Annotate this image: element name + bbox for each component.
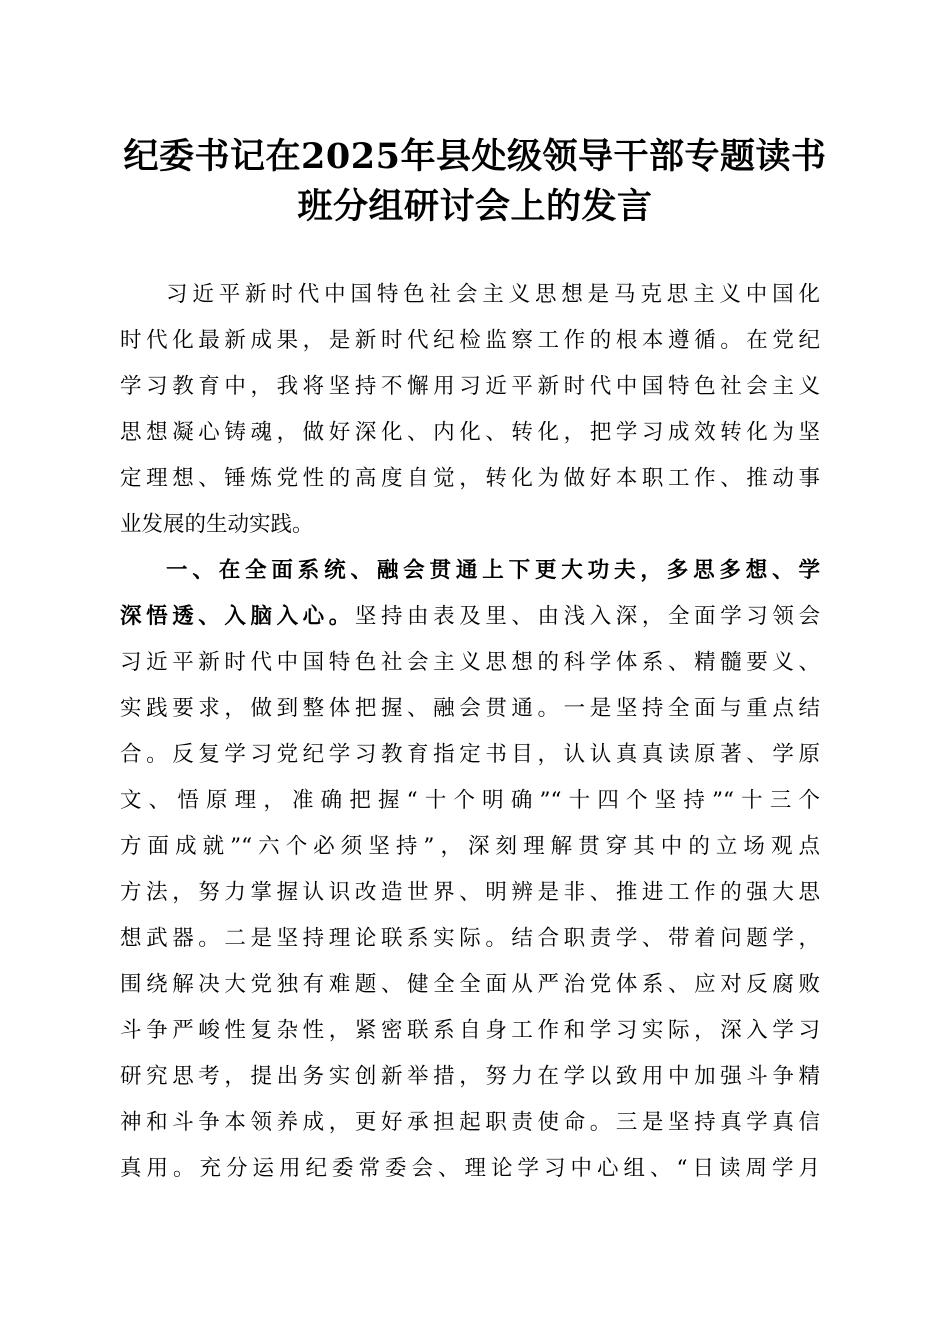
- paragraph-line: 想武器。二是坚持理论联系实际。结合职责学、带着问题学，: [120, 926, 820, 951]
- paragraph-line: 思想凝心铸魂，做好深化、内化、转化，把学习成效转化为坚: [120, 420, 820, 445]
- paragraph-line: 神和斗争本领养成，更好承担起职责使命。三是坚持真学真信: [120, 1110, 820, 1135]
- paragraph-line: 方法，努力掌握认识改造世界、明辨是非、推进工作的强大思: [120, 880, 820, 905]
- title-line: 纪委书记在2025年县处级领导干部专题读书: [123, 136, 827, 177]
- paragraph-line: 业发展的生动实践。: [120, 512, 314, 537]
- paragraph-line: 围绕解决大党独有难题、健全全面从严治党体系、应对反腐败: [120, 972, 820, 997]
- paragraph-line: 斗争严峻性复杂性，紧密联系自身工作和学习实际，深入学习: [120, 1018, 820, 1043]
- paragraph-line: 时代化最新成果，是新时代纪检监察工作的根本遵循。在党纪: [120, 328, 820, 353]
- paragraph-line: 真用。充分运用纪委常委会、理论学习中心组、“日读周学月: [120, 1156, 820, 1181]
- paragraph-line: 研究思考，提出务实创新举措，努力在学以致用中加强斗争精: [120, 1064, 820, 1089]
- section-heading-continuation: 深悟透、入脑入心。: [120, 604, 355, 629]
- paragraph-line: 学习教育中，我将坚持不懈用习近平新时代中国特色社会主义: [120, 374, 820, 399]
- section-heading: 一、在全面系统、融会贯通上下更大功夫，多思多想、学: [166, 558, 820, 583]
- paragraph-line: 合。反复学习党纪学习教育指定书目，认认真真读原著、学原: [120, 742, 820, 767]
- paragraph-line: 文、悟原理，准确把握“十个明确”“十四个坚持”“十三个: [120, 788, 820, 813]
- paragraph-line: 习近平新时代中国特色社会主义思想是马克思主义中国化: [166, 282, 820, 307]
- paragraph-line-text: 坚持由表及里、由浅入深，全面学习领会: [354, 604, 820, 629]
- document-title: [120, 132, 830, 232]
- paragraph-line: 方面成就”“六个必须坚持”，深刻理解贯穿其中的立场观点: [120, 834, 820, 859]
- paragraph-line: 定理想、锤炼党性的高度自觉，转化为做好本职工作、推动事: [120, 466, 820, 491]
- title-line: 班分组研讨会上的发言: [297, 186, 653, 227]
- document-body: [120, 272, 820, 1192]
- paragraph-line: [120, 594, 820, 640]
- paragraph-line: 实践要求，做到整体把握、融会贯通。一是坚持全面与重点结: [120, 696, 820, 721]
- paragraph-line: 习近平新时代中国特色社会主义思想的科学体系、精髓要义、: [120, 650, 820, 675]
